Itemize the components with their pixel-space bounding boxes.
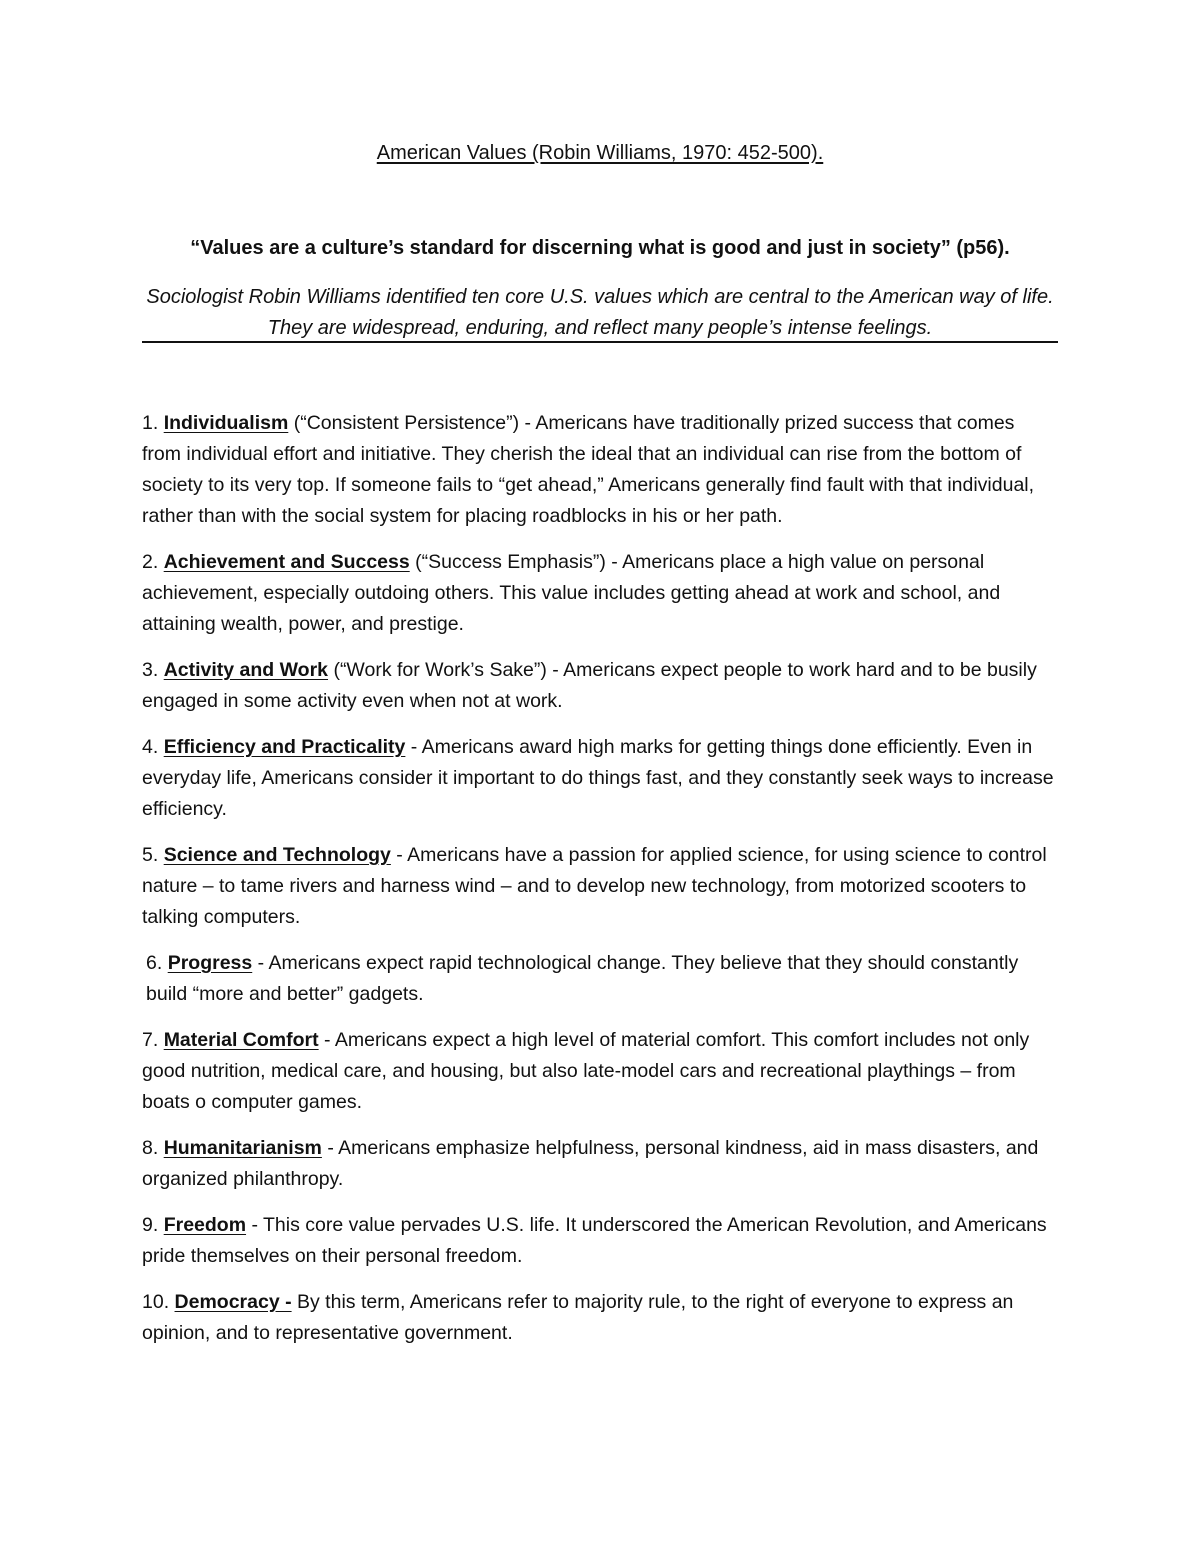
horizontal-rule — [142, 341, 1058, 343]
value-number: 2. — [142, 551, 159, 573]
value-term: Freedom — [163, 1214, 247, 1236]
value-term: Science and Technology — [163, 844, 391, 866]
document-title: American Values (Robin Williams, 1970: 452-500). — [376, 142, 824, 164]
value-description: - Americans emphasize helpfulness, personal kindness, aid in mass disasters, and organized philanthropy. — [142, 1137, 1039, 1190]
value-number: 4. — [142, 736, 159, 758]
value-description: (“Success Emphasis”) - Americans place a high value on personal achievement, especially outdoing others. This value includes getting ahead at work and school, and attaining wealth, power, and prestige. — [142, 551, 1001, 635]
value-description: - This core value pervades U.S. life. It underscored the American Revolution, and Americans pride themselves on their personal freedom. — [142, 1214, 1047, 1267]
value-number: 3. — [142, 659, 159, 681]
intro-paragraph: Sociologist Robin Williams identified ten core U.S. values which are central to the American way of life. They are widespread, enduring, and reflect many people’s intense feelings. — [146, 286, 1054, 339]
value-item-science-technology — [142, 840, 1058, 933]
value-term: Democracy - — [174, 1291, 292, 1313]
value-description: - Americans expect a high level of material comfort. This comfort includes not only good nutrition, medical care, and housing, but also late-model cars and recreational playthings – from boats o computer games. — [142, 1029, 1030, 1113]
value-number: 7. — [142, 1029, 159, 1051]
value-description: (“Work for Work’s Sake”) - Americans expect people to work hard and to be busily engaged in some activity even when not at work. — [142, 659, 1037, 712]
value-term: Individualism — [163, 412, 289, 434]
value-item-democracy — [142, 1287, 1058, 1349]
value-number: 5. — [142, 844, 159, 866]
value-number: 1. — [142, 412, 159, 434]
value-description: - Americans have a passion for applied science, for using science to control nature – to tame rivers and harness wind – and to develop new technology, from motorized scooters to talking computers. — [142, 844, 1047, 928]
value-item-activity-work — [142, 655, 1058, 717]
value-number: 6. — [146, 952, 163, 974]
value-term: Progress — [167, 952, 253, 974]
value-item-material-comfort — [142, 1025, 1058, 1118]
value-description: - Americans expect rapid technological change. They believe that they should constantly build “more and better” gadgets. — [146, 952, 1019, 1005]
value-number: 10. — [142, 1291, 170, 1313]
value-item-efficiency — [142, 732, 1058, 825]
definition-quote: “Values are a culture’s standard for discerning what is good and just in society” (p56). — [190, 237, 1010, 259]
value-description: - Americans award high marks for getting things done efficiently. Even in everyday life, Americans consider it important to do things fast, and they constantly seek ways to increase efficiency. — [142, 736, 1054, 820]
value-term: Achievement and Success — [163, 551, 410, 573]
value-term: Material Comfort — [163, 1029, 319, 1051]
value-description: (“Consistent Persistence”) - Americans have traditionally prized success that comes from individual effort and initiative. They cherish the ideal that an individual can rise from the bottom of society to its very top. If someone fails to “get ahead,” Americans generally find fault with that individual, rather than with the social system for placing roadblocks in his or her path. — [142, 412, 1035, 527]
value-term: Humanitarianism — [163, 1137, 322, 1159]
value-term: Activity and Work — [163, 659, 329, 681]
value-item-humanitarianism — [142, 1133, 1058, 1195]
value-number: 9. — [142, 1214, 159, 1236]
values-list — [142, 408, 1058, 1364]
value-number: 8. — [142, 1137, 159, 1159]
value-item-freedom — [142, 1210, 1058, 1272]
value-item-individualism — [142, 408, 1058, 532]
value-item-achievement — [142, 547, 1058, 640]
value-item-progress — [142, 948, 1058, 1010]
value-term: Efficiency and Practicality — [163, 736, 406, 758]
value-description: By this term, Americans refer to majority rule, to the right of everyone to express an opinion, and to representative government. — [142, 1291, 1014, 1344]
